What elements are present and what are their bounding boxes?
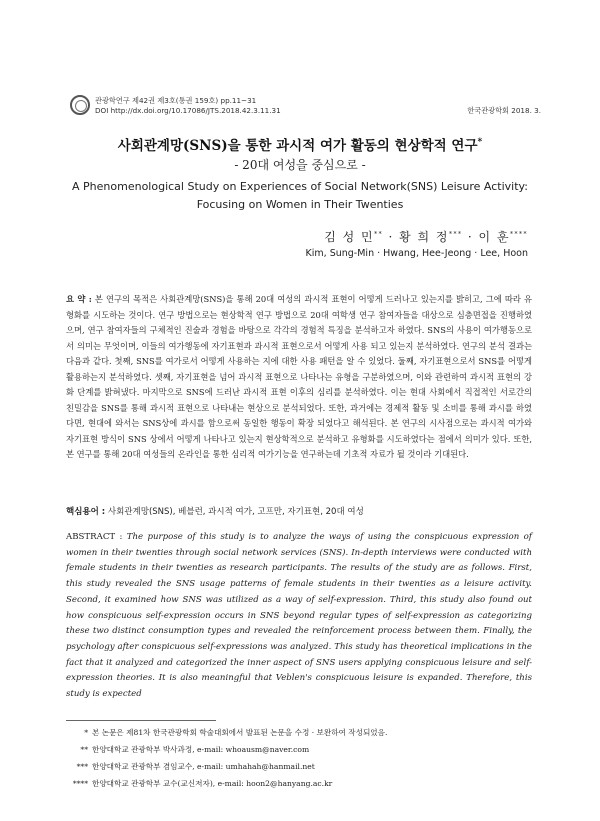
footnote: ** 한양대학교 관광학부 박사과정, e-mail: whoausm@naver.com xyxy=(80,745,310,754)
english-title: A Phenomenological Study on Experiences of Social Network(SNS) Leisure Activity: Focusing on Women in Their Twenties xyxy=(72,180,528,211)
english-abstract: ABSTRACT : The purpose of this study is to analyze the ways of using the conspicuous expression of women in their twenties through social network services (SNS). In-depth interviews were conducted with female students in their twenties as research participants. The results of the study are as follows. First, this study revealed the SNS usage patterns of female students in their twenties as a leisure activity. Second, it examined how SNS was utilized as a way of self-expression. Third, this study also found out how conspicuous self-expression occurs in SNS beyond regular types of self-expression as categorizing these two distinct consumption types and revealed the reinforcement process between them. Finally, the psychology after conspicuous self-expressions was analyzed. This study has theoretical implications in the fact that it analyzed and categorized the inner aspect of SNS users applying conspicuous leisure and self-expression theories. It is also meaningful that Veblen's conspicuous leisure is expanded. Therefore, this study is expected xyxy=(66,532,532,700)
footnote-divider xyxy=(66,720,216,721)
footnote: * 본 논문은 제81차 한국관광학회 학술대회에서 발표된 논문을 수정 · 보완하여 작성되었음. xyxy=(84,728,388,737)
korean-abstract: 요 약 : 본 연구의 목적은 사회관계망(SNS)을 통해 20대 여성의 과시적 표현이 어떻게 드러나고 있는지를 밝히고, 그에 따라 유형화를 시도하는 것이다. 연구 방법으로는 현상학적 연구 방법으로 20대 여학생 연구 참여자들을 대상으로 심층면접을 진행하였으며, 연구 참여자들의 구체적인 진술과 경험을 바탕으로 각각의 경험적 특징을 분석하고자 하였다. SNS의 사용이 여가행동으로서 의미는 무엇이며, 이들의 여가행동에 자기표현과 과시적 표현으로서 어떻게 사용 되고 있는지 분석하였다. 연구의 분석 결과는 다음과 같다. 첫째, SNS를 여가로서 어떻게 사용하는 지에 대한 사용 패턴을 알 수 있었다. 둘째, 자기표현으로서 SNS를 어떻게 활용하는지 분석하였다. 셋째, 자기표현을 넘어 과시적 표현으로 나타나는 유형을 구분하였으며, 이와 관련하여 과시적 표현의 강화 단계를 밝혀냈다. 마지막으로 SNS에 드러난 과시적 표현 이후의 심리를 분석하였다. 이는 현대 사회에서 직접적인 서로간의 친밀감을 SNS를 통해 과시적 표현으로 나타내는 현상으로 분석되었다. 또한, 과거에는 경제적 활동 및 소비를 통해 과시를 하였다면, 현대에 와서는 SNS상에 과시를 함으로써 동일한 행동이 확장 되었다고 해석된다. 본 연구의 시사점으로는 과시적 여가와 자기표현 방식이 SNS 상에서 어떻게 나타나고 있는지 현상학적으로 분석하고 유형화를 시도하였다는 점에서 의미가 있다. 또한, 본 연구를 통해 20대 여성들의 온라인을 통한 심리적 여가기능을 연구하는데 기초적 자료가 될 것이라 기대된다. xyxy=(66,294,533,459)
keywords: 핵심용어 : 사회관계망(SNS), 베블런, 과시적 여가, 고프만, 자기표현, 20대 여성 xyxy=(66,507,364,517)
footnote: **** 한양대학교 관광학부 교수(교신저자), e-mail: hoon2@hanyang.ac.kr xyxy=(72,779,333,788)
journal-info-line: 관광학연구 제42권 제3호(통권 159호) pp.11~31 xyxy=(95,96,257,105)
journal-logo-seal xyxy=(70,95,90,115)
paper-title: 사회관계망(SNS)을 통한 과시적 여가 활동의 현상학적 연구* xyxy=(117,137,483,154)
paper-subtitle: - 20대 여성을 중심으로 - xyxy=(234,158,366,172)
publisher-info: 한국관광학회 2018. 3. xyxy=(467,106,541,115)
authors-english: Kim, Sung-Min · Hwang, Hee-Jeong · Lee, Hoon xyxy=(305,248,528,259)
doi-link[interactable]: DOI http://dx.doi.org/10.17086/JTS.2018.42.3.11.31 xyxy=(95,106,281,115)
footnote: *** 한양대학교 관광학부 겸임교수, e-mail: umhahah@hanmail.net xyxy=(76,762,315,771)
authors-korean: 김 성 민** · 황 희 정*** · 이 훈**** xyxy=(324,230,528,244)
